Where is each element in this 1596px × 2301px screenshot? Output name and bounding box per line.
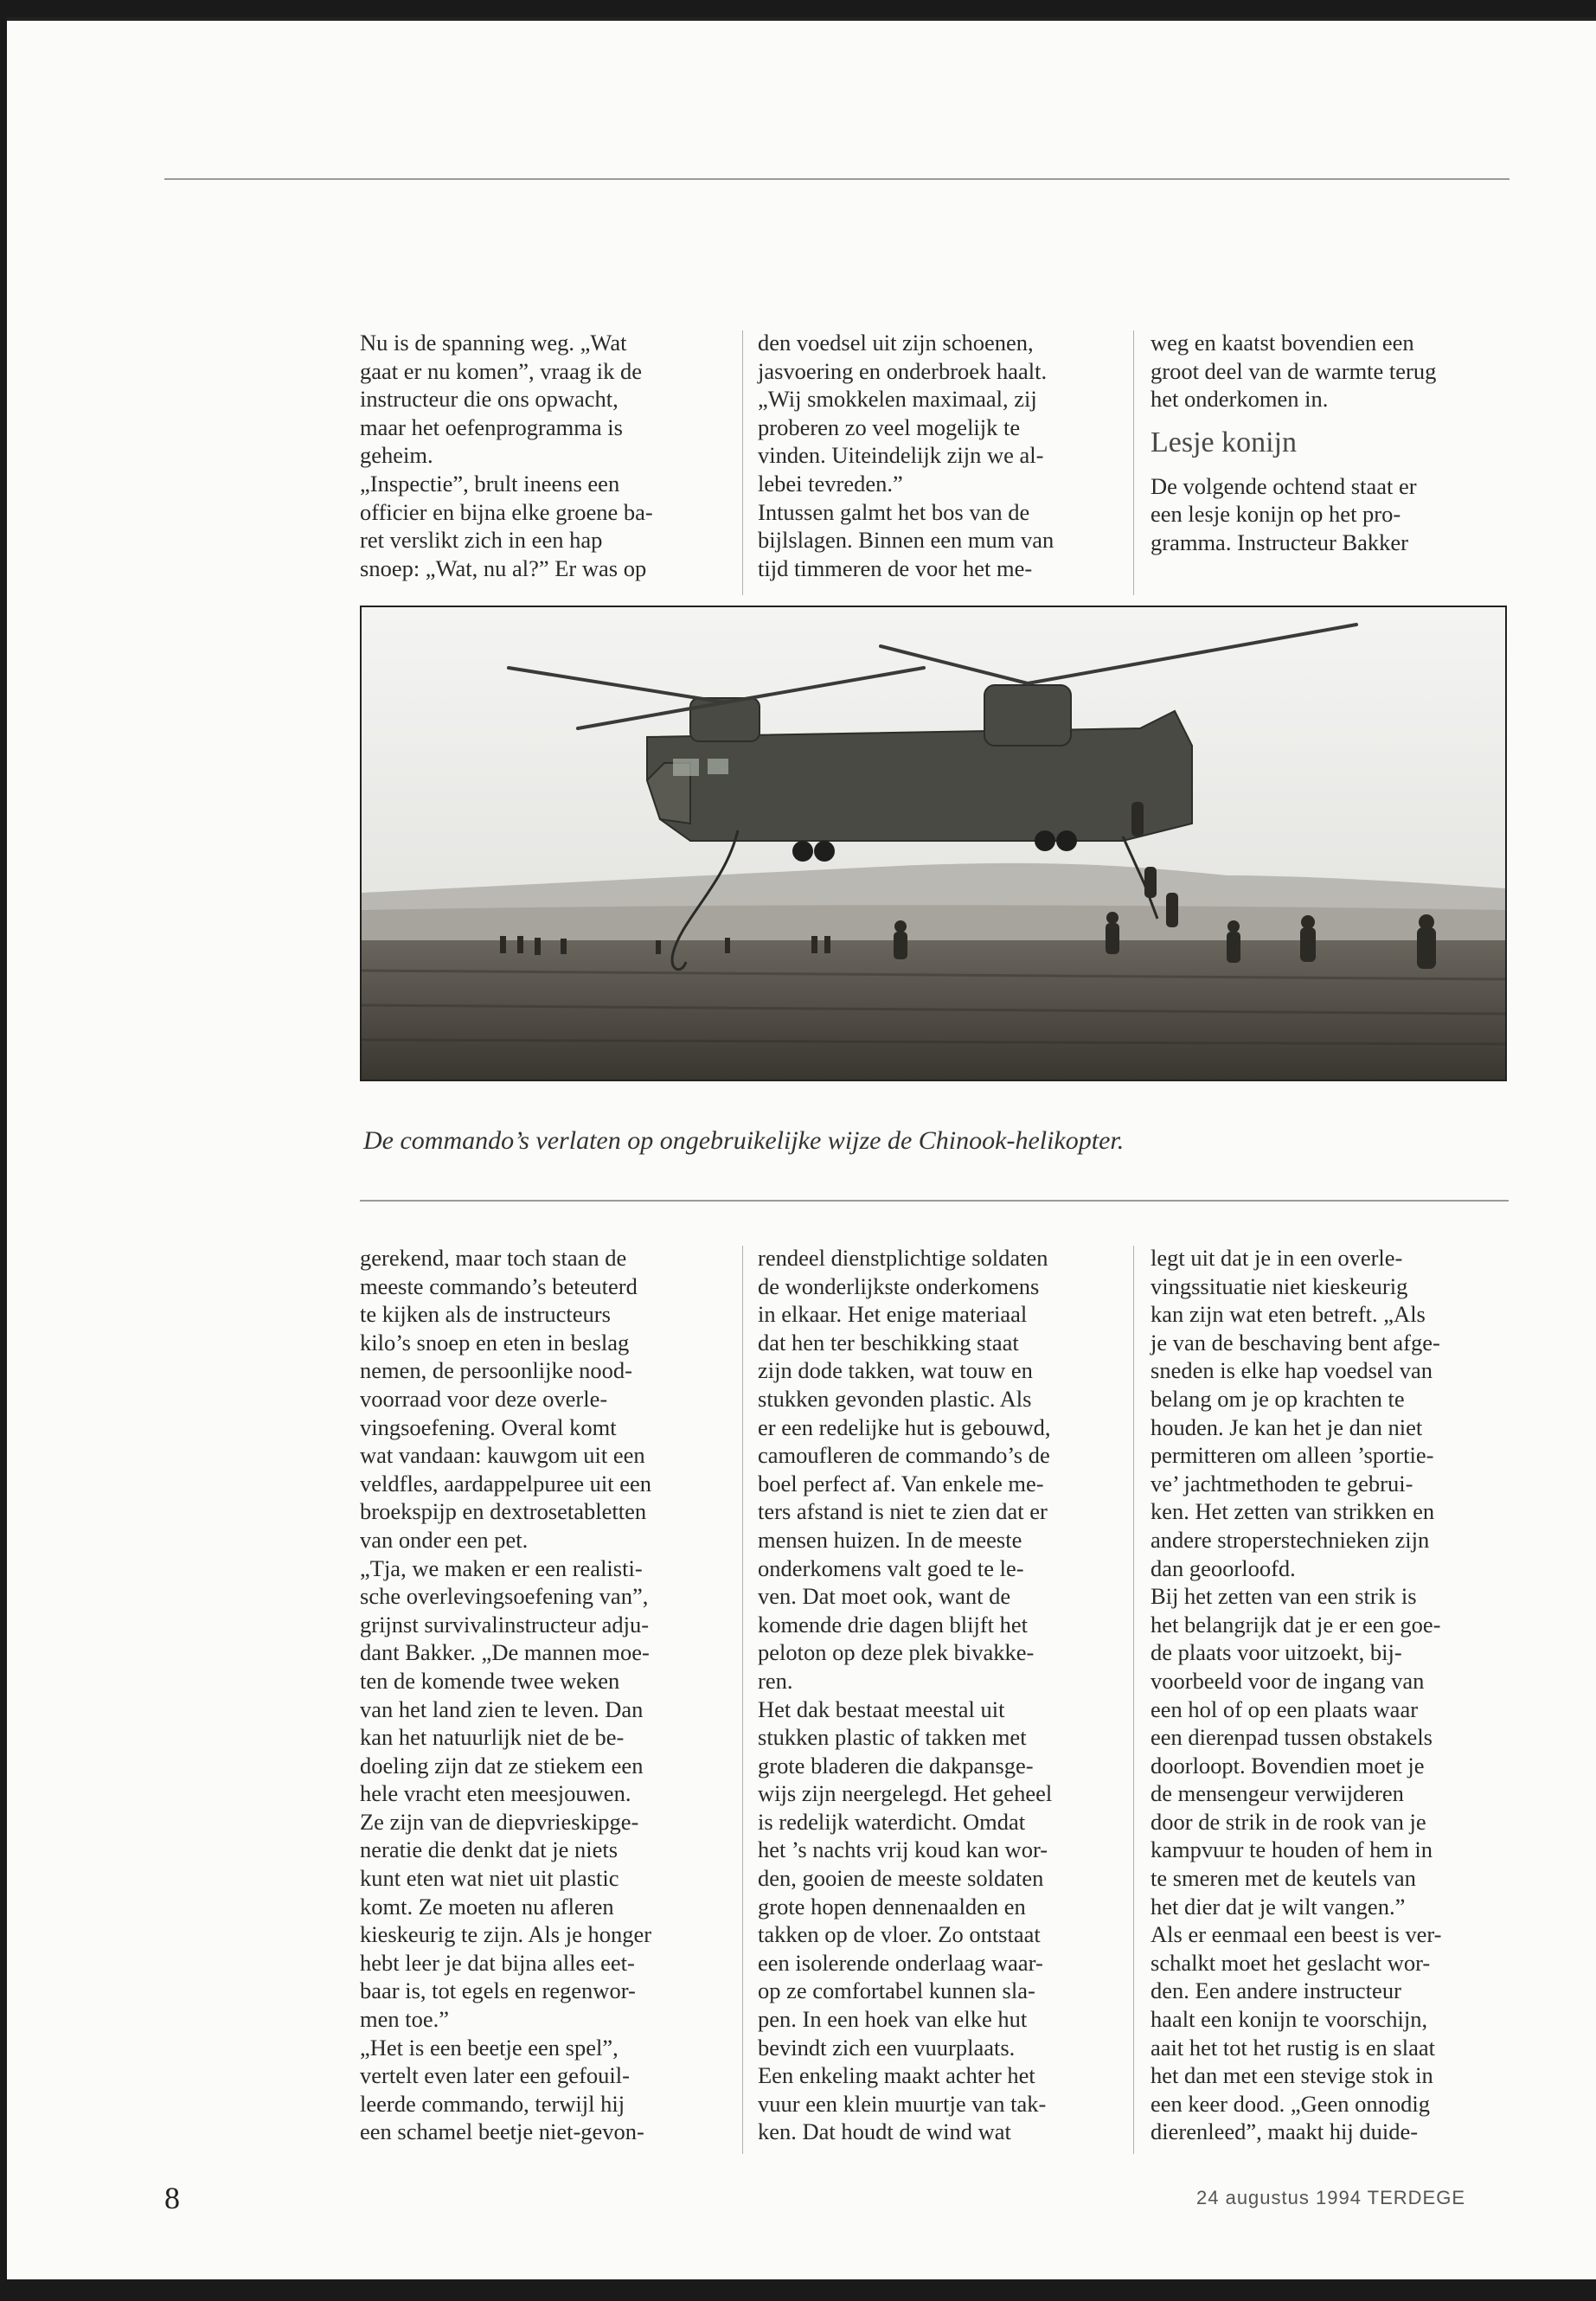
top-column-3 [1151, 329, 1505, 557]
top-column-1 [360, 329, 715, 582]
bottom-column-3 [1151, 1244, 1509, 2146]
top-column-2 [758, 329, 1121, 582]
photo-caption: De commando’s verlaten op ongebruikelijke wijze de Chinook-helikopter. [363, 1126, 1125, 1155]
top-column-2-text: den voedsel uit zijn schoenen, jasvoering en onderbroek haalt. „Wij smokkelen maximaal, zij proberen zo veel mogelijk te vinden. Uiteindelijk zijn we al- lebei tevreden.” Intussen galmt het bos van de bijlslagen. Binnen een mum van tijd timmeren de voor het me- [758, 330, 1054, 581]
top-column-3-text-b: De volgende ochtend staat er een lesje konijn op het pro- gramma. Instructeur Bakker [1151, 472, 1417, 555]
column-divider [1133, 330, 1134, 595]
issue-dateline: 24 augustus 1994 TERDEGE [1196, 2187, 1465, 2208]
column-divider [742, 1246, 743, 2154]
caption-rule [360, 1200, 1509, 1202]
page-top-border [7, 17, 1596, 21]
bottom-column-1 [360, 1244, 723, 2146]
bottom-column-3-text: legt uit dat je in een overle- vingssituatie niet kieskeurig kan zijn wat eten betreft. „Als je van de beschaving bent afge- sneden is elke hap voedsel van belang om je op krachten te houden. Je kan het je dan niet permitteren om alleen ’sportie- ve’ jachtmethoden te gebrui- ken. Het zetten van strikken en andere stroperstechnieken zijn dan geoorloofd. Bij het zetten van een strik is het belangrijk dat je er een goe- de plaats voor uitzoekt, bij- voorbeeld voor de ingang van een hol of op een plaats waar een dierenpad tussen obstakels doorloopt. Bovendien moet je de mensengeur verwijderen door de strik in de rook van je kampvuur te houden of hem in te smeren met de keutels van het dier dat je wilt vangen.” Als er eenmaal een beest is ver- schalkt moet het geslacht wor- den. Een andere instructeur haalt een konijn te voorschijn, aait het tot het rustig is en slaat het dan met een stevige stok in een keer dood. „Geen onnodig dierenleed”, maakt hij duide- [1151, 1245, 1442, 2145]
top-column-1-text: Nu is de spanning weg. „Wat gaat er nu komen”, vraag ik de instructeur die ons opwacht, maar het oefenprogramma is geheim. „Inspectie”, brult ineens een officier en bijna elke groene ba- ret verslikt zich in een hap snoep: „Wat, nu al?” Er was op [360, 330, 653, 581]
magazine-page [7, 17, 1596, 2279]
bottom-column-2 [758, 1244, 1125, 2146]
bottom-column-1-text: gerekend, maar toch staan de meeste commando’s beteuterd te kijken als de instructeurs kilo’s snoep en eten in beslag nemen, de persoonlijke nood- voorraad voor deze overle- vingsoefening. Overal komt wat vandaan: kauwgom uit een veldfles, aardappelpuree uit een broekspijp en dextrosetabletten van onder een pet. „Tja, we maken er een realisti- sche overlevingsoefening van”, grijnst survivalinstructeur adju- dant Bakker. „De mannen moe- ten de komende twee weken van het land zien te leven. Dan kan het natuurlijk niet de be- doeling zijn dat ze stiekem een hele vracht eten meesjouwen. Ze zijn van de diepvrieskipge- neratie die denkt dat je niets kunt eten wat niet uit plastic komt. Ze moeten nu afleren kieskeurig te zijn. Als je honger hebt leer je dat bijna alles eet- baar is, tot egels en regenwor- men toe.” „Het is een beetje een spel”, vertelt even later een gefouil- leerde commando, terwijl hij een schamel beetje niet-gevon- [360, 1245, 652, 2145]
top-rule [164, 178, 1509, 180]
column-divider [742, 330, 743, 595]
column-divider [1133, 1246, 1134, 2154]
section-heading: Lesje konijn [1151, 426, 1298, 458]
chinook-helicopter-photo [360, 606, 1507, 1081]
bottom-column-2-text: rendeel dienstplichtige soldaten de wonderlijkste onderkomens in elkaar. Het enige materiaal dat hen ter beschikking staat zijn dode takken, wat touw en stukken gevonden plastic. Als er een redelijke hut is gebouwd, camoufleren de commando’s de boel perfect af. Van enkele me- ters afstand is niet te zien dat er mensen huizen. In de meeste onderkomens valt goed te le- ven. Dat moet ook, want de komende drie dagen blijft het peloton op deze plek bivakke- ren. Het dak bestaat meestal uit stukken plastic of takken met grote bladeren die dakpansge- wijs zijn neergelegd. Het geheel is redelijk waterdicht. Omdat het ’s nachts vrij koud kan wor- den, gooien de meeste soldaten grote hopen dennenaalden en takken op de vloer. Zo ontstaat een isolerende onderlaag waar- op ze comfortabel kunnen sla- pen. In een hoek van elke hut bevindt zich een vuurplaats. Een enkeling maakt achter het vuur een klein muurtje van tak- ken. Dat houdt de wind wat [758, 1245, 1053, 2145]
top-column-3-text-a: weg en kaatst bovendien een groot deel van de warmte terug het onderkomen in. [1151, 330, 1437, 413]
page-number: 8 [164, 2181, 180, 2215]
